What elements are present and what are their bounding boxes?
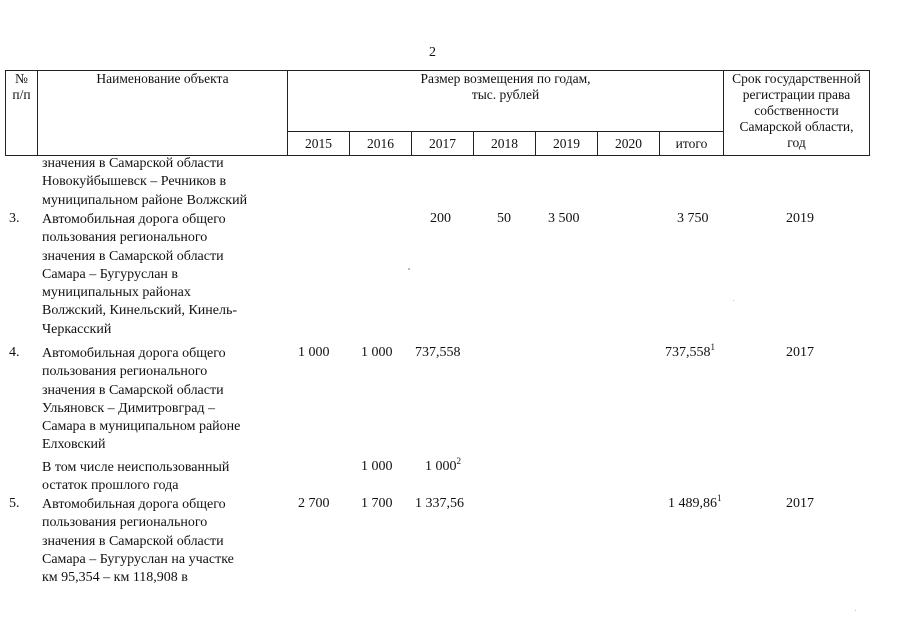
value-term: 2017 [786,345,814,360]
value-2017: 1 337,56 [415,496,464,511]
value-2017: 737,558 [415,345,461,360]
value-total: 1 489,86$^1$ [668,493,722,511]
object-name: Автомобильная дорога общего пользования регионального значения в Самарской области Ульяновск – Димитровград – Самара в муниципальном районе Елховский [42,346,241,453]
continuation-name: значения в Самарской области Новокуйбышевск – Речников в муниципальном районе Волжский [42,156,248,208]
value-2019: 3 500 [548,211,580,226]
header-number: № п/п [6,71,38,156]
scan-speck [408,268,410,270]
object-name: Автомобильная дорога общего пользования регионального значения в Самарской области Самара – Бугуруслан в муниципальных районах Волжский, Кинельский, Кинель- Черкасский [42,212,238,337]
value-term: 2017 [786,496,814,511]
header-amount: Размер возмещения по годам, тыс. рублей [288,71,724,132]
value-2018: 50 [497,211,511,226]
value-2015: 1 000 [298,345,330,360]
value-2016: 1 000 [361,345,393,360]
header-registration-term: Срок государственной регистрации права собственности Самарской области, год [724,71,870,156]
row-number: 5. [9,496,20,511]
object-name-sub: В том числе неиспользованный остаток прошлого года [42,460,230,494]
header-year: 2017 [412,132,474,156]
footnote-mark: 1 [710,342,715,352]
page-number: 2 [429,45,436,60]
footnote-mark: 2 [456,456,461,466]
header-object-name: Наименование объекта [38,71,288,156]
row-number: 3. [9,211,20,226]
value-total: 737,558$^1$ [665,342,715,360]
value-2017: 200 [430,211,451,226]
header-total: итого [660,132,724,156]
header-year: 2016 [350,132,412,156]
value-2017: 1 $000^2$ [425,456,461,474]
header-year: 2020 [598,132,660,156]
value-2016: 1 700 [361,496,393,511]
row-number: 4. [9,345,20,360]
value-2016: 1 000 [361,459,393,474]
value-term: 2019 [786,211,814,226]
value-total: 3 750 [677,211,709,226]
value-2015: 2 700 [298,496,330,511]
table-header [5,70,870,156]
header-year: 2015 [288,132,350,156]
header-year: 2019 [536,132,598,156]
footnote-mark: 1 [717,493,722,503]
scan-speck [733,300,734,301]
scan-speck [855,610,856,611]
object-name: Автомобильная дорога общего пользования регионального значения в Самарской области Самара – Бугуруслан на участке км 95,354 – км 118,908 в [42,497,234,586]
header-year: 2018 [474,132,536,156]
